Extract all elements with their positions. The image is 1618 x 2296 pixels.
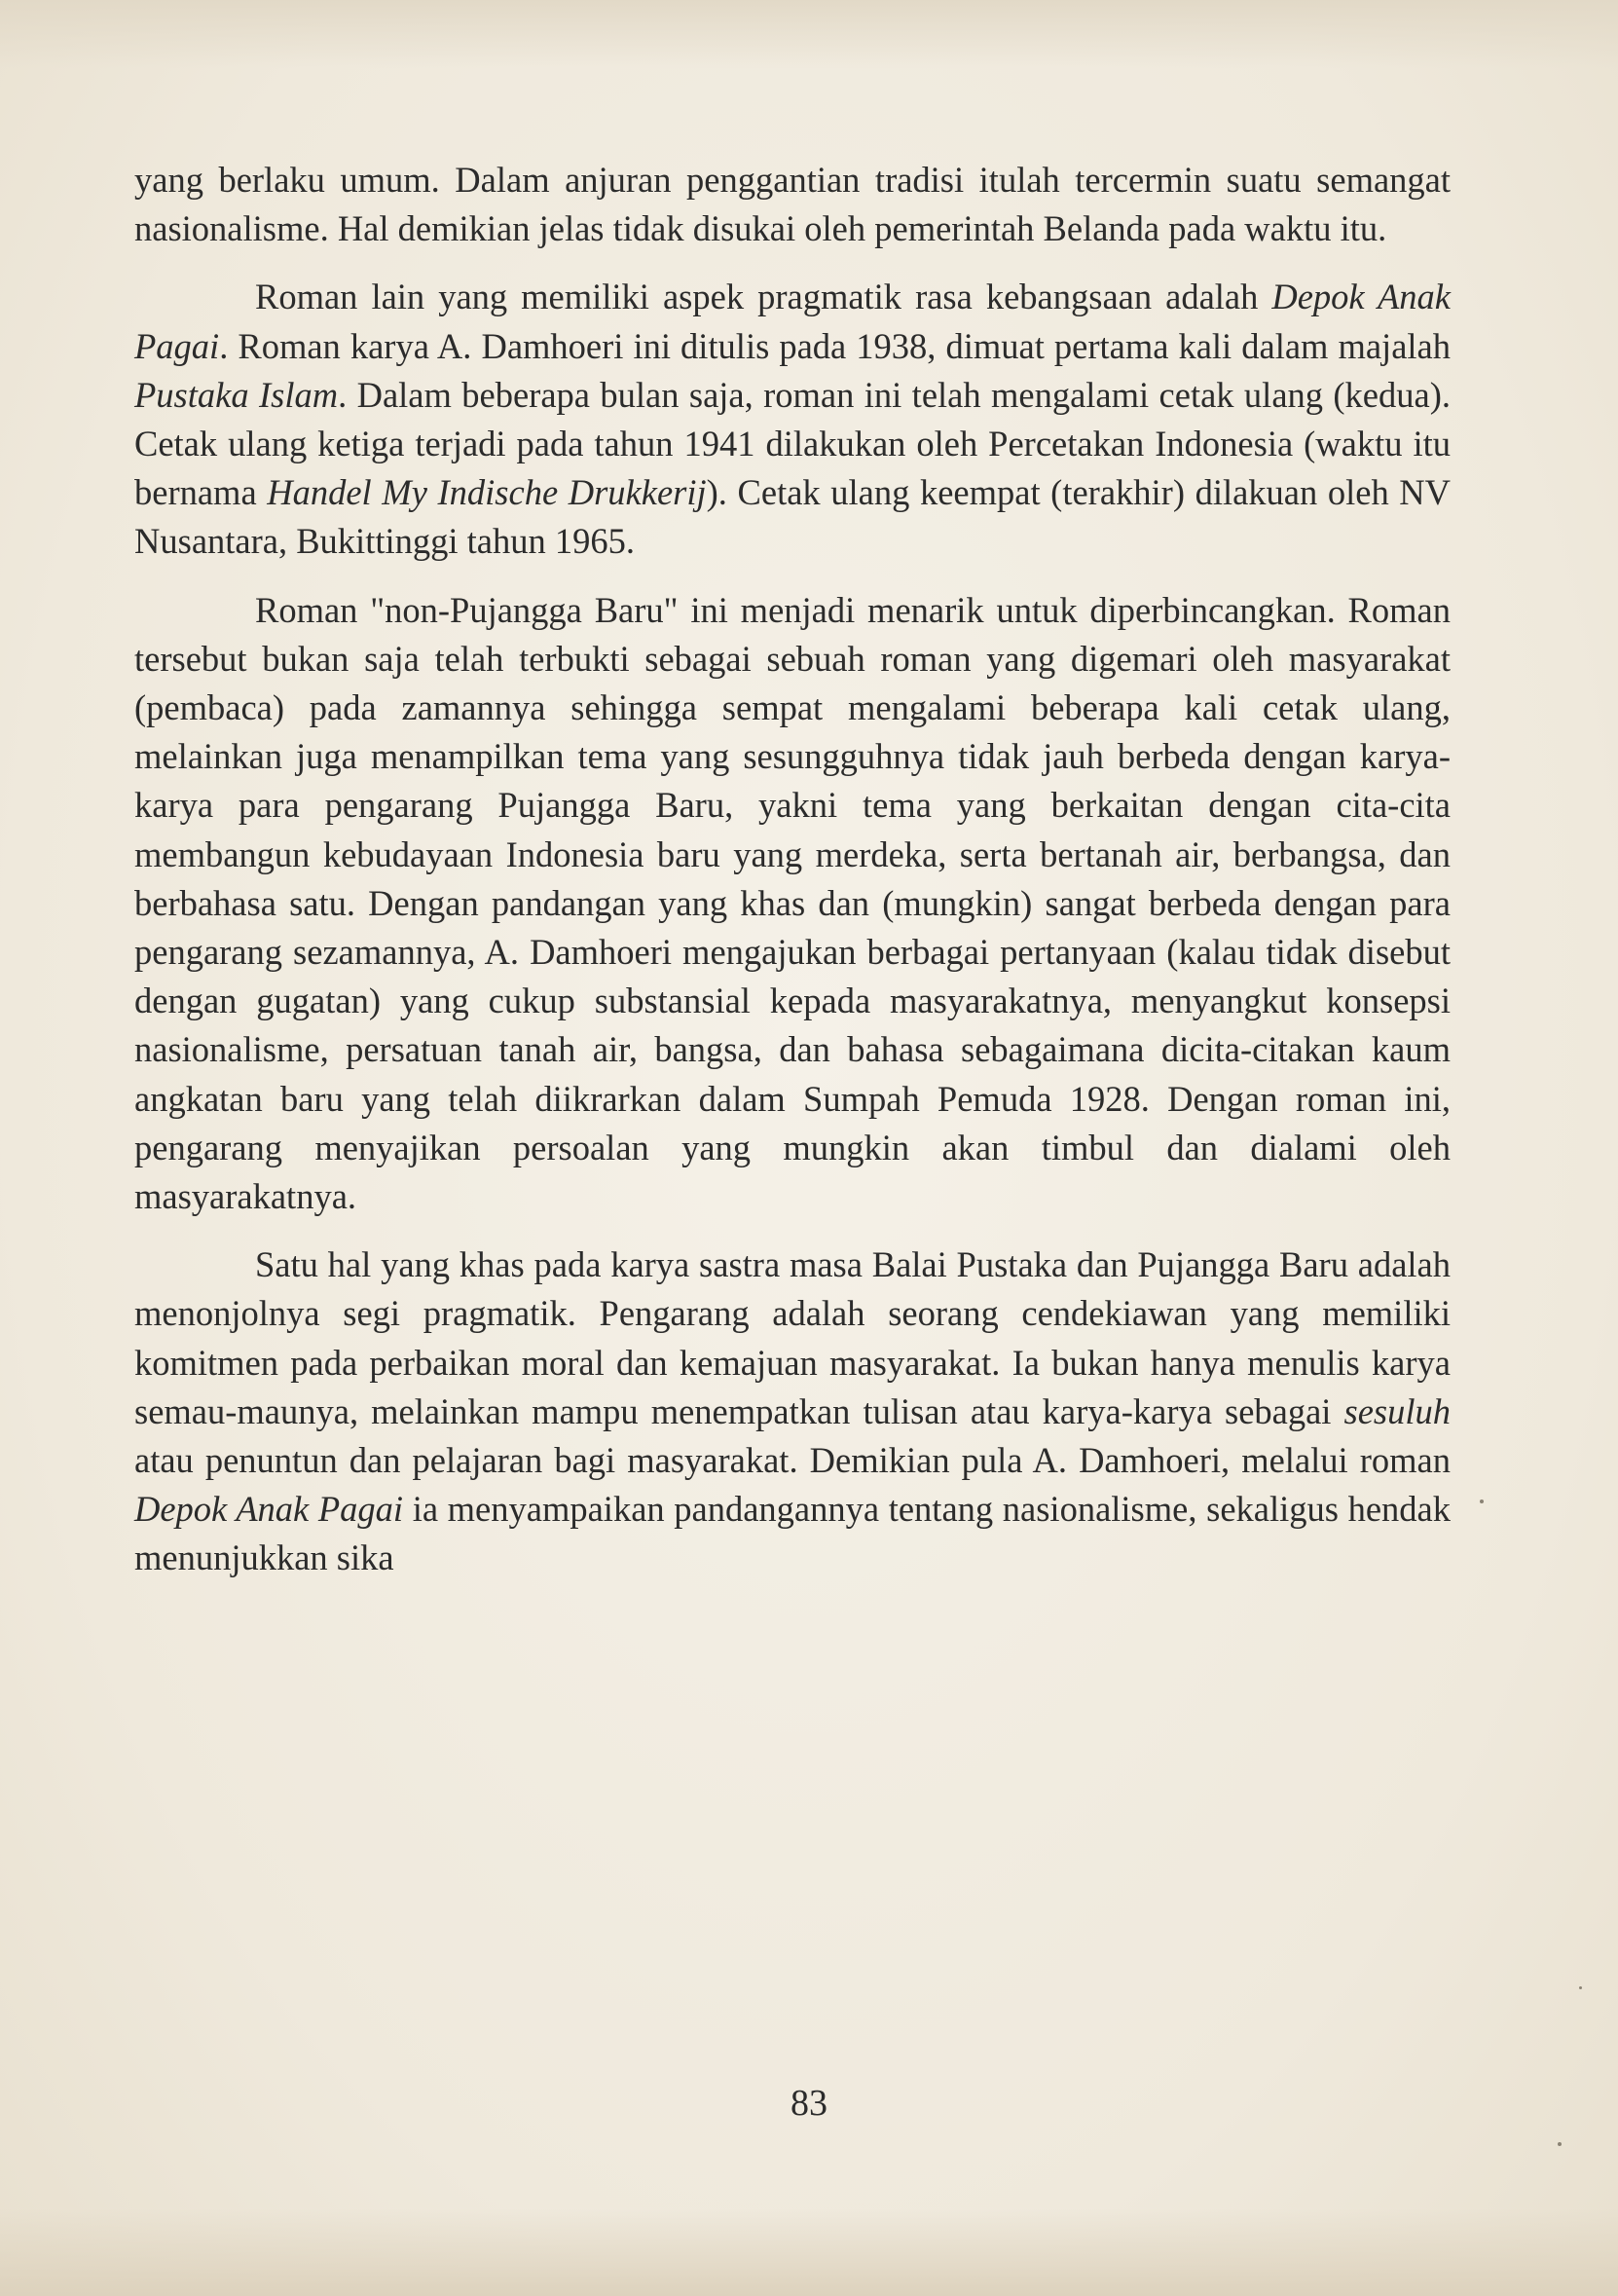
text-run: Satu hal yang khas pada karya sastra masa Balai Pustaka dan Pujangga Baru adalah menonjolnya segi pragmatik. Pengarang adalah seorang cendekiawan yang memiliki komitmen pada perbaikan moral dan kemajuan masyarakat. Ia bukan hanya menulis karya semau-maunya, melainkan mampu menempatkan tulisan atau karya-karya sebagai	[134, 1244, 1451, 1431]
paper-speck	[1480, 1500, 1484, 1503]
italic-title: Pustaka Islam	[134, 374, 339, 415]
text-run: ia menyampaikan pandangannya tentang nasionalisme, sekaligus hendak menunjukkan sika	[134, 1489, 1451, 1578]
italic-title: Depok Anak Pagai	[134, 277, 1451, 366]
page-bottom-shadow	[0, 2208, 1618, 2296]
italic-title: Handel My Indische Drukkerij	[267, 472, 707, 513]
paper-speck	[1558, 2142, 1562, 2146]
text-run: . Roman karya A. Damhoeri ini ditulis pada 1938, dimuat pertama kali dalam majalah	[219, 325, 1451, 366]
text-run: Roman "non-Pujangga Baru" ini menjadi menarik untuk diperbincangkan. Roman tersebut bukan saja telah terbukti sebagai sebuah roman yang digemari oleh masyarakat (pembaca) pada zamannya sehingga sempat mengalami beberapa kali cetak ulang, melainkan juga menampilkan tema yang sesungguhnya tidak jauh berbeda dengan karya-karya para pengarang Pujangga Baru, yakni tema yang berkaitan dengan cita-cita membangun kebudayaan Indonesia baru yang merdeka, serta bertanah air, berbangsa, dan berbahasa satu. Dengan pandangan yang khas dan (mungkin) sangat berbeda dengan para pengarang sezamannya, A. Damhoeri mengajukan berbagai pertanyaan (kalau tidak disebut dengan gugatan) yang cukup substansial kepada masyarakatnya, menyangkut konsepsi nasionalisme, persatuan tanah air, bangsa, dan bahasa sebagaimana dicita-citakan kaum angkatan baru yang telah diikrarkan dalam Sumpah Pemuda 1928. Dengan roman ini, pengarang menyajikan persoalan yang mungkin akan timbul dan dialami oleh masyarakatnya.	[134, 589, 1451, 1217]
text-run: ). Cetak ulang keempat (terakhir) dilakuan oleh NV Nusantara, Bukittinggi tahun 1965.	[134, 472, 1452, 562]
paragraph	[134, 1241, 1451, 1582]
text-run: . Dalam beberapa bulan saja, roman ini telah mengalami cetak ulang (kedua). Cetak ulang ketiga terjadi pada tahun 1941 dilakukan oleh Percetakan Indonesia (waktu itu bernama	[134, 374, 1451, 513]
page-top-shadow	[0, 0, 1618, 68]
body-text	[134, 156, 1451, 1603]
italic-title: Depok Anak Pagai	[134, 1489, 404, 1530]
text-run: atau penuntun dan pelajaran bagi masyarakat. Demikian pula A. Damhoeri, melalui roman	[134, 1440, 1451, 1481]
paragraph	[134, 586, 1451, 1222]
page-number: 83	[791, 2083, 827, 2124]
text-run: Roman lain yang memiliki aspek pragmatik rasa kebangsaan adalah	[255, 277, 1272, 317]
paper-speck	[1579, 1986, 1582, 1989]
paragraph	[134, 273, 1451, 566]
italic-title: sesuluh	[1343, 1390, 1451, 1431]
paragraph	[134, 156, 1451, 253]
text-run: yang berlaku umum. Dalam anjuran penggantian tradisi itulah tercermin suatu semangat nasionalisme. Hal demikian jelas tidak disukai oleh pemerintah Belanda pada waktu itu.	[134, 160, 1451, 249]
